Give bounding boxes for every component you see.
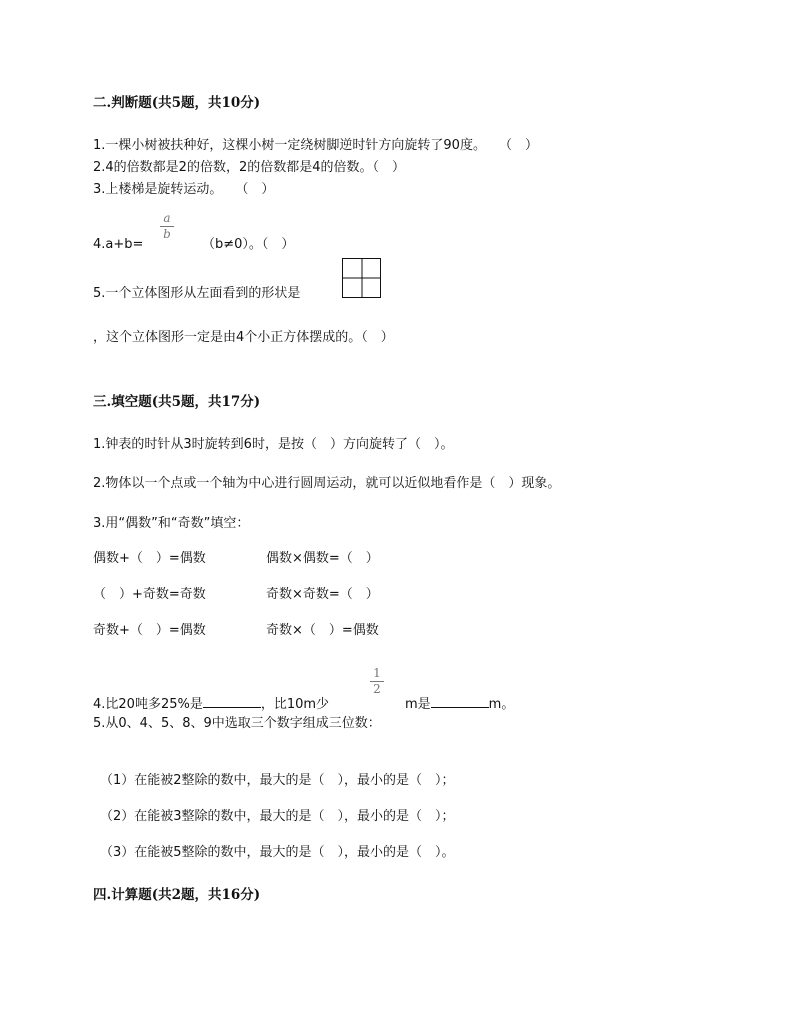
fill-question-1: 1.钟表的时针从3时旋转到6时，是按（ ）方向旋转了（ ）。 <box>93 437 454 452</box>
fraction-denominator: 2 <box>373 682 381 696</box>
fill-question-3-row1-right: 偶数×偶数=（ ） <box>266 551 379 566</box>
fill-question-3-row2-right: 奇数×奇数=（ ） <box>266 587 379 602</box>
judgment-question-4-prefix: 4.a+b= <box>93 237 144 252</box>
fraction-numerator: a <box>163 211 171 225</box>
fill-question-3-row2-left: （ ）+奇数=奇数 <box>93 587 206 602</box>
section-heading-fill-blank: 三.填空题(共5题，共17分) <box>93 394 261 410</box>
fill-question-4 <box>93 695 329 713</box>
fill-question-5-sub3: （3）在能被5整除的数中，最大的是（ ），最小的是（ ）。 <box>100 845 455 860</box>
fill-question-5: 5.从0、4、5、8、9中选取三个数字组成三位数： <box>93 716 381 731</box>
fill-question-4-part2: ，比10m少 <box>260 697 330 712</box>
fill-question-3: 3.用“偶数”和“奇数”填空： <box>93 516 250 531</box>
fraction-denominator: b <box>163 227 171 241</box>
judgment-question-4-suffix: （b≠0）。（ ） <box>202 237 295 252</box>
section-heading-judgment: 二.判断题(共5题，共10分) <box>93 95 261 111</box>
left-view-grid-figure <box>342 258 381 298</box>
judgment-question-2: 2.4的倍数都是2的倍数，2的倍数都是4的倍数。（ ） <box>93 160 405 175</box>
judgment-question-5-line1: 5.一个立体图形从左面看到的形状是 <box>93 286 301 301</box>
fraction-numerator: 1 <box>373 666 381 680</box>
fraction-one-half <box>370 667 384 696</box>
fill-question-4-part1: 4.比20吨多25%是 <box>93 697 203 712</box>
fill-question-3-row3-left: 奇数+（ ）=偶数 <box>93 623 206 638</box>
fill-question-2: 2.物体以一个点或一个轴为中心进行圆周运动，就可以近似地看作是（ ）现象。 <box>93 476 561 491</box>
fill-question-4-part4: m。 <box>488 697 515 712</box>
judgment-question-5-line2: ，这个立体图形一定是由4个小正方体摆成的。（ ） <box>93 330 394 345</box>
fill-question-5-sub1: （1）在能被2整除的数中，最大的是（ ），最小的是（ ）； <box>100 773 455 788</box>
answer-blank-2[interactable] <box>431 695 489 708</box>
grid-horizontal-divider <box>343 278 380 279</box>
fill-question-5-sub2: （2）在能被3整除的数中，最大的是（ ），最小的是（ ）； <box>100 809 455 824</box>
judgment-question-1: 1.一棵小树被扶种好，这棵小树一定绕树脚逆时针方向旋转了90度。 （ ） <box>93 138 538 153</box>
fill-question-3-row3-right: 奇数×（ ）=偶数 <box>266 623 379 638</box>
fraction-a-over-b <box>160 212 174 241</box>
section-heading-calculation: 四.计算题(共2题，共16分) <box>93 887 261 903</box>
fill-question-3-row1-left: 偶数+（ ）=偶数 <box>93 551 206 566</box>
answer-blank-1[interactable] <box>203 695 261 708</box>
fill-question-4-tail <box>405 695 514 713</box>
judgment-question-3: 3.上楼梯是旋转运动。 （ ） <box>93 182 275 197</box>
fill-question-4-part3: m是 <box>405 697 431 712</box>
